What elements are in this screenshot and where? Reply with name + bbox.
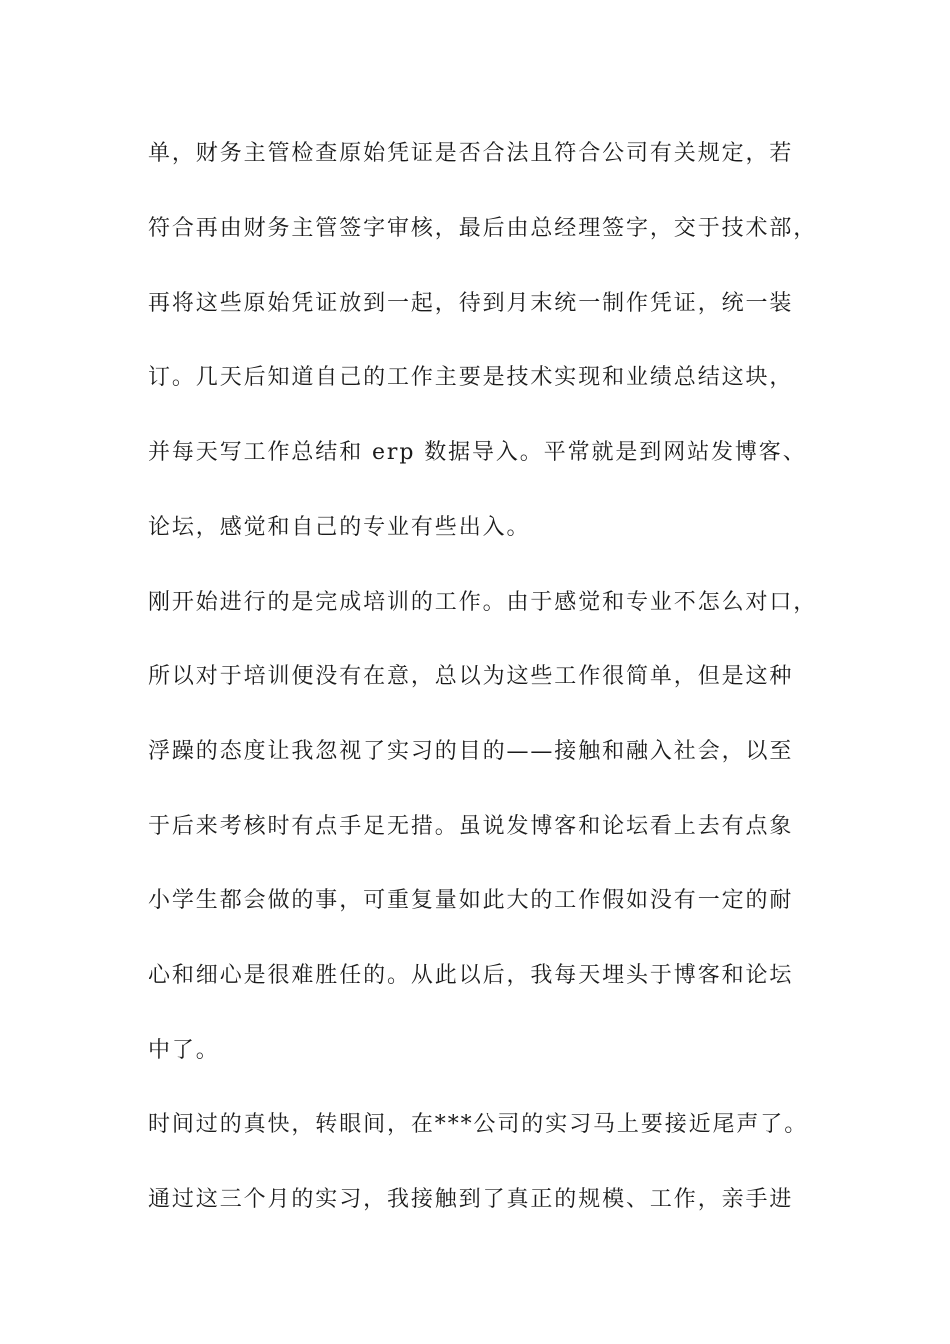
text-line: 浮躁的态度让我忽视了实习的目的——接触和融入社会，以至	[148, 739, 794, 764]
text-line: 通过这三个月的实习，我接触到了真正的规模、工作，亲手进	[148, 1187, 794, 1212]
text-line: 符合再由财务主管签字审核，最后由总经理签字，交于技术部，	[148, 216, 818, 241]
text-line: 于后来考核时有点手足无措。虽说发博客和论坛看上去有点象	[148, 814, 794, 839]
text-line: 并每天写工作总结和 erp 数据导入。平常就是到网站发博客、	[148, 440, 807, 465]
text-line: 单，财务主管检查原始凭证是否合法且符合公司有关规定，若	[148, 141, 794, 166]
text-line: 论坛，感觉和自己的专业有些出入。	[148, 515, 531, 540]
text-line: 心和细心是很难胜任的。从此以后，我每天埋头于博客和论坛	[148, 963, 794, 988]
text-line: 小学生都会做的事，可重复量如此大的工作假如没有一定的耐	[148, 888, 794, 913]
text-line: 刚开始进行的是完成培训的工作。由于感觉和专业不怎么对口，	[148, 590, 818, 615]
text-line: 时间过的真快，转眼间，在***公司的实习马上要接近尾声了。	[148, 1112, 809, 1137]
text-line: 订。几天后知道自己的工作主要是技术实现和业绩总结这块，	[148, 365, 794, 390]
text-line: 中了。	[148, 1038, 220, 1063]
text-line: 再将这些原始凭证放到一起，待到月末统一制作凭证，统一装	[148, 291, 794, 316]
text-line: 所以对于培训便没有在意，总以为这些工作很简单，但是这种	[148, 664, 794, 689]
